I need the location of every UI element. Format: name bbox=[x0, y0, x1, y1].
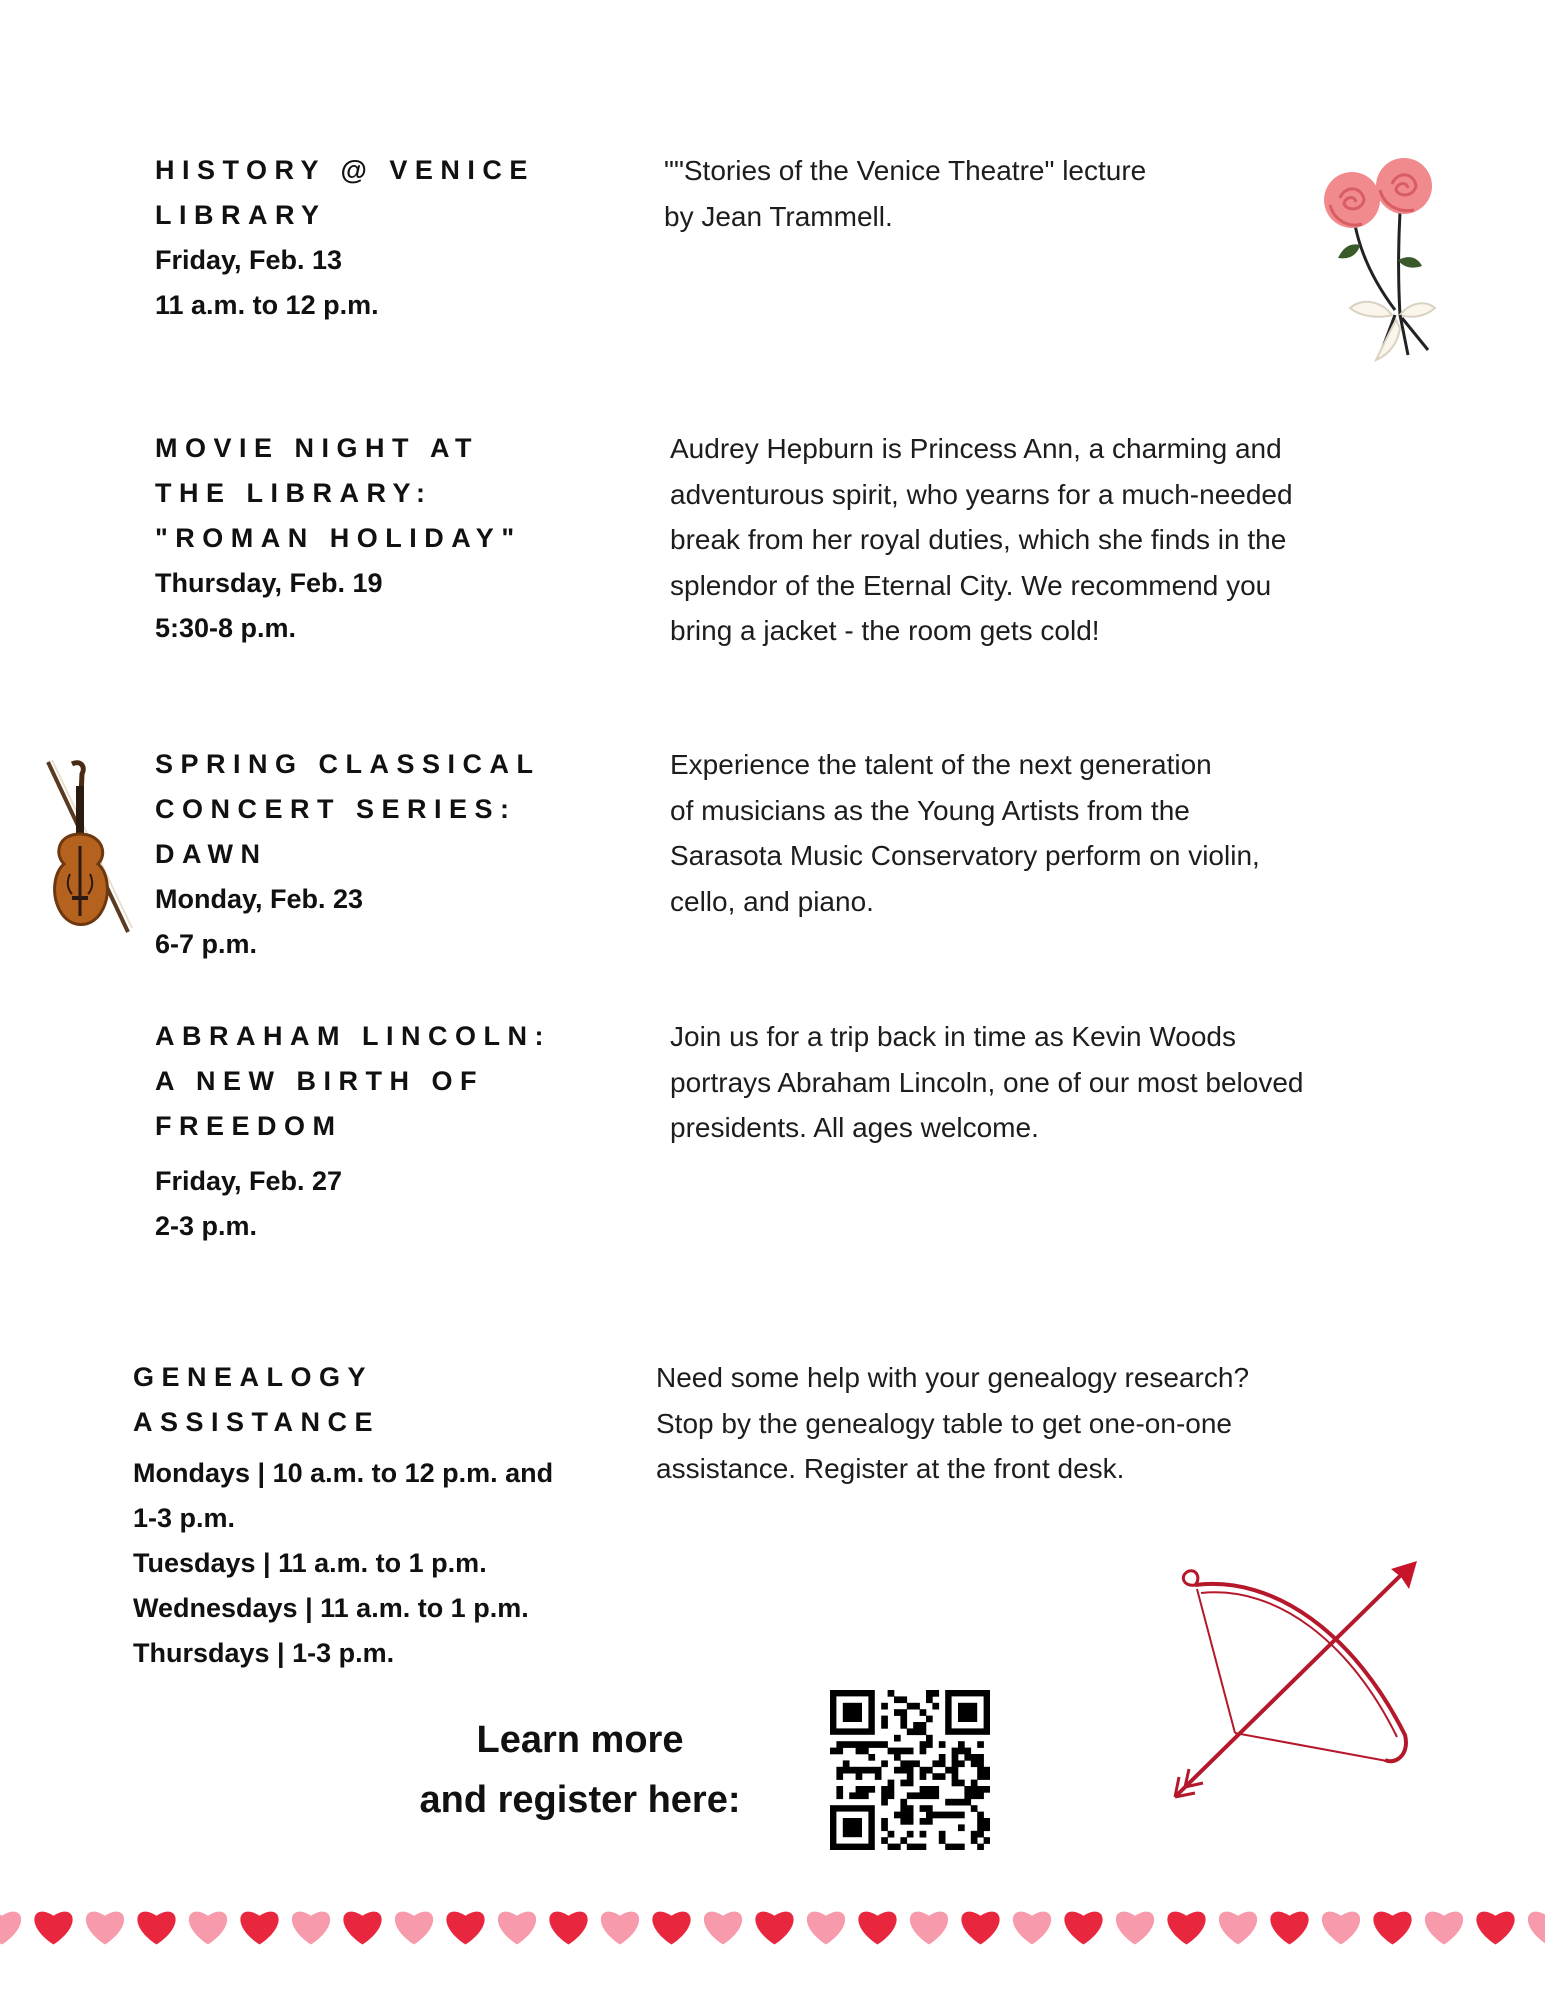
rose-bouquet-icon bbox=[1300, 150, 1450, 365]
event-2-title-line-1: MOVIE NIGHT AT bbox=[155, 433, 479, 463]
event-1-title-line-2: LIBRARY bbox=[155, 200, 327, 230]
event-2-date: Thursday, Feb. 19 bbox=[155, 568, 383, 598]
heart-icon bbox=[240, 1912, 278, 1945]
event-4-desc-line-2: portrays Abraham Lincoln, one of our most beloved bbox=[670, 1066, 1304, 1098]
cta-line-1: Learn more bbox=[476, 1719, 684, 1761]
event-1-desc-line-2: by Jean Trammell. bbox=[664, 200, 893, 232]
event-3-title-line-3: DAWN bbox=[155, 839, 268, 869]
heart-icon bbox=[961, 1912, 999, 1945]
heart-icon bbox=[1064, 1912, 1102, 1945]
event-2-title-line-3: "ROMAN HOLIDAY" bbox=[155, 523, 522, 553]
cupid-bow-arrow-icon bbox=[1165, 1555, 1430, 1810]
heart-icon bbox=[601, 1912, 639, 1945]
event-3-time: 6-7 p.m. bbox=[155, 929, 258, 959]
heart-icon bbox=[1373, 1912, 1411, 1945]
heart-icon bbox=[1219, 1912, 1257, 1945]
heart-icon bbox=[910, 1912, 948, 1945]
event-4-info bbox=[155, 1014, 675, 1249]
cta-line-2: and register here: bbox=[419, 1779, 741, 1821]
event-3-title-line-1: SPRING CLASSICAL bbox=[155, 749, 541, 779]
learn-more-register bbox=[370, 1710, 790, 1830]
event-1-time: 11 a.m. to 12 p.m. bbox=[155, 290, 379, 320]
event-5-schedule-line-1: Mondays | 10 a.m. to 12 p.m. and bbox=[133, 1458, 554, 1488]
event-5-title-line-1: GENEALOGY bbox=[133, 1362, 374, 1392]
event-5-schedule-line-3: Tuesdays | 11 a.m. to 1 p.m. bbox=[133, 1548, 487, 1578]
event-3-info bbox=[155, 742, 675, 967]
event-5-desc-line-2: Stop by the genealogy table to get one-on-one bbox=[656, 1407, 1232, 1439]
event-1-desc-line-1: ""Stories of the Venice Theatre" lecture bbox=[664, 155, 1147, 186]
heart-icon bbox=[1167, 1912, 1205, 1945]
event-3-title-line-2: CONCERT SERIES: bbox=[155, 794, 517, 824]
heart-icon bbox=[446, 1912, 484, 1945]
heart-icon bbox=[549, 1912, 587, 1945]
heart-icon bbox=[292, 1912, 330, 1945]
heart-icon bbox=[1270, 1912, 1308, 1945]
event-2-desc-line-1: Audrey Hepburn is Princess Ann, a charming and bbox=[670, 433, 1282, 464]
event-5-info bbox=[133, 1355, 693, 1676]
event-4-date: Friday, Feb. 27 bbox=[155, 1166, 343, 1196]
violin-icon bbox=[36, 756, 136, 946]
event-1-date: Friday, Feb. 13 bbox=[155, 245, 343, 275]
event-1-title-line-1: HISTORY @ VENICE bbox=[155, 155, 535, 185]
heart-icon bbox=[858, 1912, 896, 1945]
event-1-info bbox=[155, 148, 675, 328]
heart-icon bbox=[704, 1912, 742, 1945]
heart-border-icon bbox=[0, 1895, 1545, 1955]
event-2-desc-line-3: break from her royal duties, which she finds in the bbox=[670, 524, 1287, 555]
event-3-desc-line-4: cello, and piano. bbox=[670, 885, 874, 917]
heart-icon bbox=[652, 1912, 690, 1945]
heart-icon bbox=[395, 1912, 433, 1945]
heart-icon bbox=[1013, 1912, 1051, 1945]
event-2-time: 5:30-8 p.m. bbox=[155, 613, 297, 643]
event-3-desc-line-3: Sarasota Music Conservatory perform on violin, bbox=[670, 840, 1260, 871]
event-4-time: 2-3 p.m. bbox=[155, 1211, 258, 1241]
heart-icon bbox=[137, 1912, 175, 1945]
event-5-schedule-line-4: Wednesdays | 11 a.m. to 1 p.m. bbox=[133, 1593, 529, 1623]
event-5-description bbox=[656, 1355, 1416, 1492]
heart-icon bbox=[755, 1912, 793, 1945]
heart-icon bbox=[1528, 1912, 1545, 1945]
event-3-description bbox=[670, 742, 1430, 924]
event-4-desc-line-3: presidents. All ages welcome. bbox=[670, 1112, 1039, 1143]
event-4-title-line-3: FREEDOM bbox=[155, 1111, 343, 1141]
event-3-date: Monday, Feb. 23 bbox=[155, 884, 364, 914]
event-2-desc-line-2: adventurous spirit, who yearns for a much-needed bbox=[670, 478, 1293, 510]
event-3-desc-line-2: of musicians as the Young Artists from the bbox=[670, 794, 1190, 826]
heart-icon bbox=[1425, 1912, 1463, 1945]
heart-icon bbox=[1116, 1912, 1154, 1945]
heart-icon bbox=[189, 1912, 227, 1945]
event-5-schedule-line-2: 1-3 p.m. bbox=[133, 1503, 236, 1533]
event-5-schedule-line-5: Thursdays | 1-3 p.m. bbox=[133, 1638, 395, 1668]
event-5-desc-line-1: Need some help with your genealogy research? bbox=[656, 1362, 1250, 1393]
event-4-desc-line-1: Join us for a trip back in time as Kevin Woods bbox=[670, 1021, 1236, 1052]
event-5-title-line-2: ASSISTANCE bbox=[133, 1407, 381, 1437]
heart-icon bbox=[34, 1912, 72, 1945]
event-2-title-line-2: THE LIBRARY: bbox=[155, 478, 433, 508]
heart-icon bbox=[807, 1912, 845, 1945]
event-4-title-line-1: ABRAHAM LINCOLN: bbox=[155, 1021, 551, 1051]
event-2-desc-line-4: splendor of the Eternal City. We recommend you bbox=[670, 569, 1272, 601]
heart-icon bbox=[343, 1912, 381, 1945]
heart-icon bbox=[1476, 1912, 1514, 1945]
event-3-desc-line-1: Experience the talent of the next generation bbox=[670, 749, 1212, 780]
event-4-title-line-2: A NEW BIRTH OF bbox=[155, 1066, 484, 1096]
heart-icon bbox=[0, 1912, 21, 1945]
event-5-desc-line-3: assistance. Register at the front desk. bbox=[656, 1453, 1125, 1484]
qr-code-icon[interactable] bbox=[830, 1690, 990, 1850]
heart-icon bbox=[498, 1912, 536, 1945]
heart-icon bbox=[86, 1912, 124, 1945]
heart-icon bbox=[1322, 1912, 1360, 1945]
event-4-description bbox=[670, 1014, 1430, 1151]
event-2-desc-line-5: bring a jacket - the room gets cold! bbox=[670, 615, 1100, 646]
event-2-info bbox=[155, 426, 675, 651]
event-2-description bbox=[670, 426, 1430, 654]
